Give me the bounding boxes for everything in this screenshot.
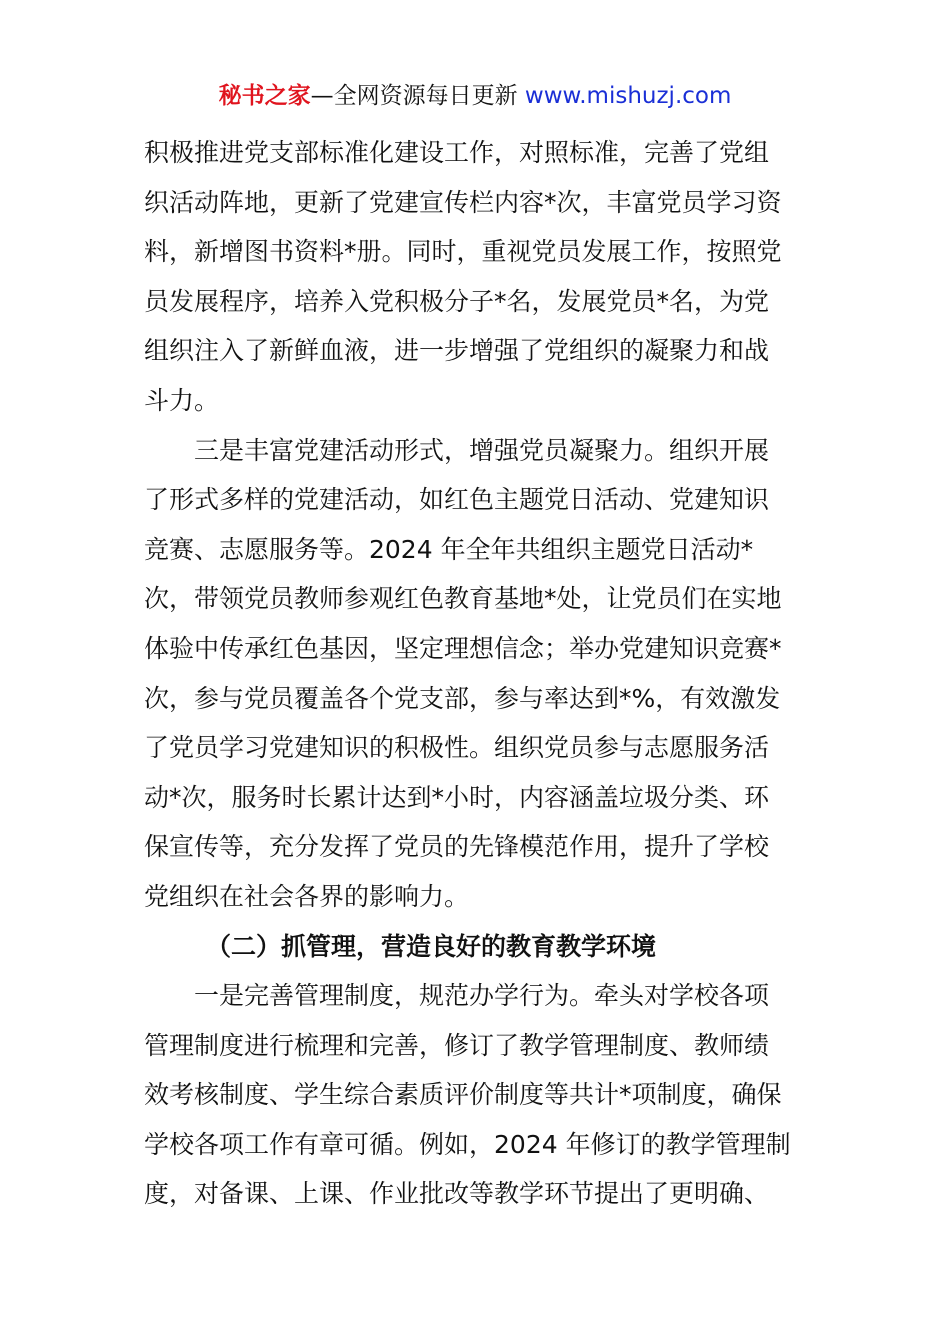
text-line: 保宣传等，充分发挥了党员的先锋模范作用，提升了学校 bbox=[144, 832, 770, 862]
text-line: 斗力。 bbox=[144, 385, 220, 415]
site-tagline: —全网资源每日更新 bbox=[310, 83, 525, 109]
text-line: 度，对备课、上课、作业批改等教学环节提出了更明确、 bbox=[144, 1179, 770, 1209]
text-line: 党组织在社会各界的影响力。 bbox=[144, 881, 470, 911]
site-url[interactable]: www.mishuzj.com bbox=[524, 83, 732, 109]
section-heading: （二）抓管理，营造良好的教育教学环境 bbox=[206, 931, 657, 961]
paragraph-start-line: 一是完善管理制度，规范办学行为。牵头对学校各项 bbox=[194, 981, 770, 1011]
text-line: 织活动阵地，更新了党建宣传栏内容*次，丰富党员学习资 bbox=[144, 187, 782, 217]
paragraph-start-line: 三是丰富党建活动形式，增强党员凝聚力。组织开展 bbox=[194, 435, 770, 465]
text-line: 体验中传承红色基因，坚定理想信念；举办党建知识竞赛* bbox=[144, 633, 782, 663]
text-line: 了党员学习党建知识的积极性。组织党员参与志愿服务活 bbox=[144, 733, 770, 763]
text-line: 了形式多样的党建活动，如红色主题党日活动、党建知识 bbox=[144, 485, 770, 515]
text-line: 管理制度进行梳理和完善，修订了教学管理制度、教师绩 bbox=[144, 1030, 770, 1060]
text-line: 学校各项工作有章可循。例如，2024 年修订的教学管理制 bbox=[144, 1129, 791, 1159]
text-line: 次，参与党员覆盖各个党支部，参与率达到*%，有效激发 bbox=[144, 683, 781, 713]
text-line: 积极推进党支部标准化建设工作，对照标准，完善了党组 bbox=[144, 138, 770, 167]
text-line: 组织注入了新鲜血液，进一步增强了党组织的凝聚力和战 bbox=[144, 336, 770, 366]
text-line: 次，带领党员教师参观红色教育基地*处，让党员们在实地 bbox=[144, 584, 782, 614]
text-line: 竞赛、志愿服务等。2024 年全年共组织主题党日活动* bbox=[144, 534, 754, 564]
text-line: 动*次，服务时长累计达到*小时，内容涵盖垃圾分类、环 bbox=[144, 782, 770, 812]
site-brand: 秘书之家 bbox=[218, 83, 311, 109]
document-body bbox=[144, 128, 814, 1219]
page-header bbox=[0, 80, 950, 112]
text-line: 料，新增图书资料*册。同时，重视党员发展工作，按照党 bbox=[144, 237, 782, 267]
text-line: 员发展程序，培养入党积极分子*名，发展党员*名，为党 bbox=[144, 286, 770, 316]
text-line: 效考核制度、学生综合素质评价制度等共计*项制度，确保 bbox=[144, 1080, 782, 1110]
